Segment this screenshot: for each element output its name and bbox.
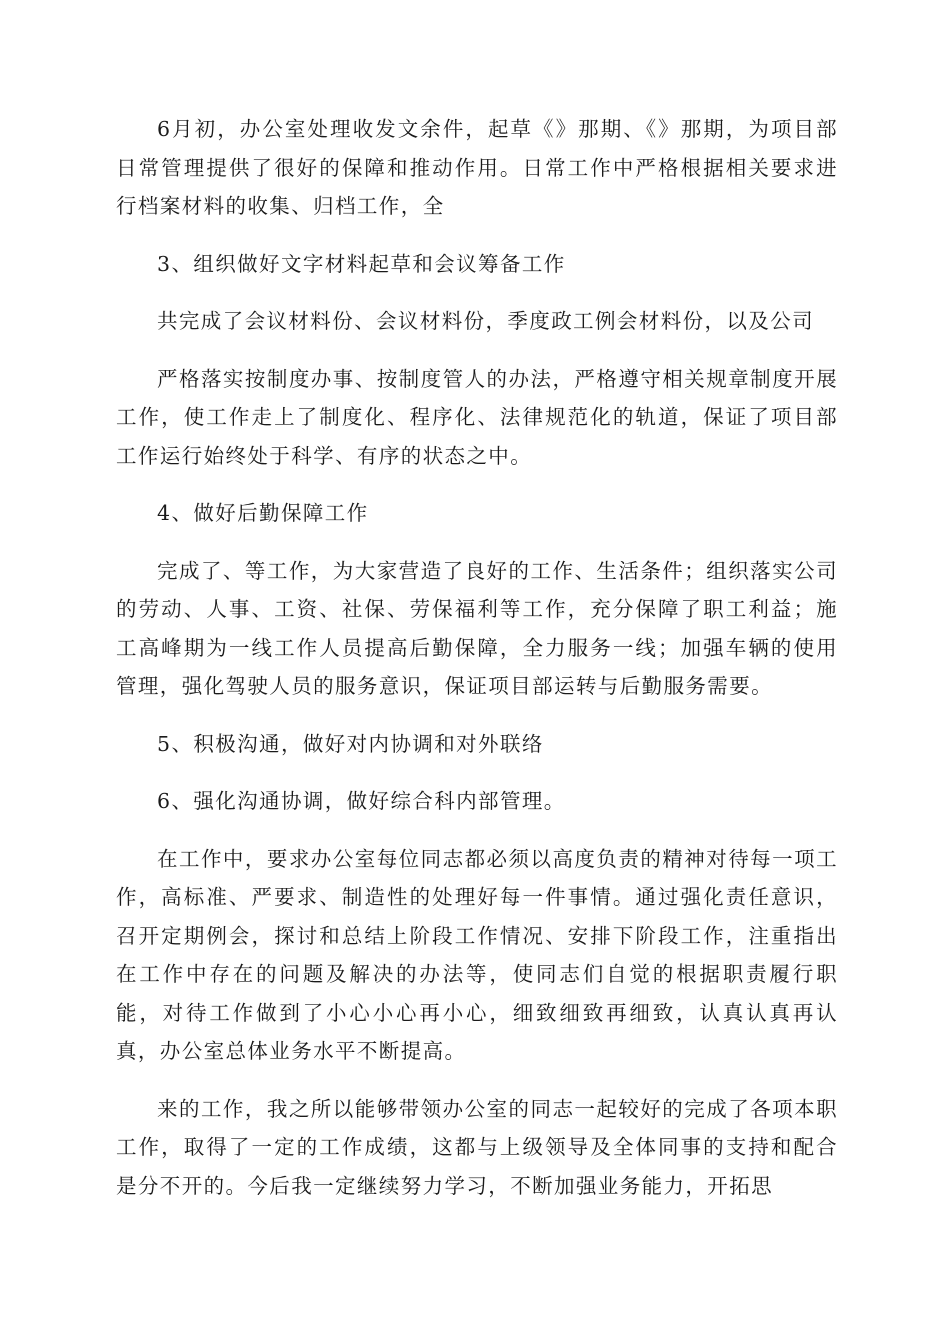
paragraph-file-handling: 6月初，办公室处理收发文余件，起草《》那期、《》那期，为项目部日常管理提供了很好的保障和推动作用。日常工作中严格根据相关要求进行档案材料的收集、归档工作，全 (116, 117, 838, 218)
heading-writing-meetings: 3、组织做好文字材料起草和会议筹备工作 (157, 251, 566, 276)
paragraph-rules-compliance: 严格落实按制度办事、按制度管人的办法，严格遵守相关规章制度开展工作，使工作走上了制度化、程序化、法律规范化的轨道，保证了项目部工作运行始终处于科学、有序的状态之中。 (116, 366, 838, 468)
heading-logistics: 4、做好后勤保障工作 (157, 501, 369, 525)
heading-communication: 5、积极沟通，做好对内协调和对外联络 (157, 731, 544, 756)
paragraph-logistics-work: 完成了、等工作，为大家营造了良好的工作、生活条件；组织落实公司的劳动、人事、工资、社保、劳保福利等工作，充分保障了职工利益；施工高峰期为一线工作人员提高后勤保障，全力服务一线；加强车辆的使用管理，强化驾驶人员的服务意识，保证项目部运转与后勤服务需要。 (116, 558, 838, 698)
document-body (116, 110, 838, 1224)
paragraph-work-standards: 在工作中，要求办公室每位同志都必须以高度负责的精神对待每一项工作，高标准、严要求、制造性的处理好每一件事情。通过强化责任意识，召开定期例会，探讨和总结上阶段工作情况、安排下阶段工作，注重指出在工作中存在的问题及解决的办法等，使同志们自觉的根据职责履行职能，对待工作做到了小心小心再小心，细致细致再细致，认真认真再认真，办公室总体业务水平不断提高。 (116, 846, 838, 1063)
paragraph-conclusion: 来的工作，我之所以能够带领办公室的同志一起较好的完成了各项本职工作，取得了一定的工作成绩，这都与上级领导及全体同事的支持和配合是分不开的。今后我一定继续努力学习，不断加强业务能力，开拓思 (116, 1096, 838, 1198)
heading-internal-management: 6、强化沟通协调，做好综合科内部管理。 (157, 789, 566, 813)
paragraph-meeting-materials: 共完成了会议材料份、会议材料份，季度政工例会材料份，以及公司 (157, 309, 814, 333)
